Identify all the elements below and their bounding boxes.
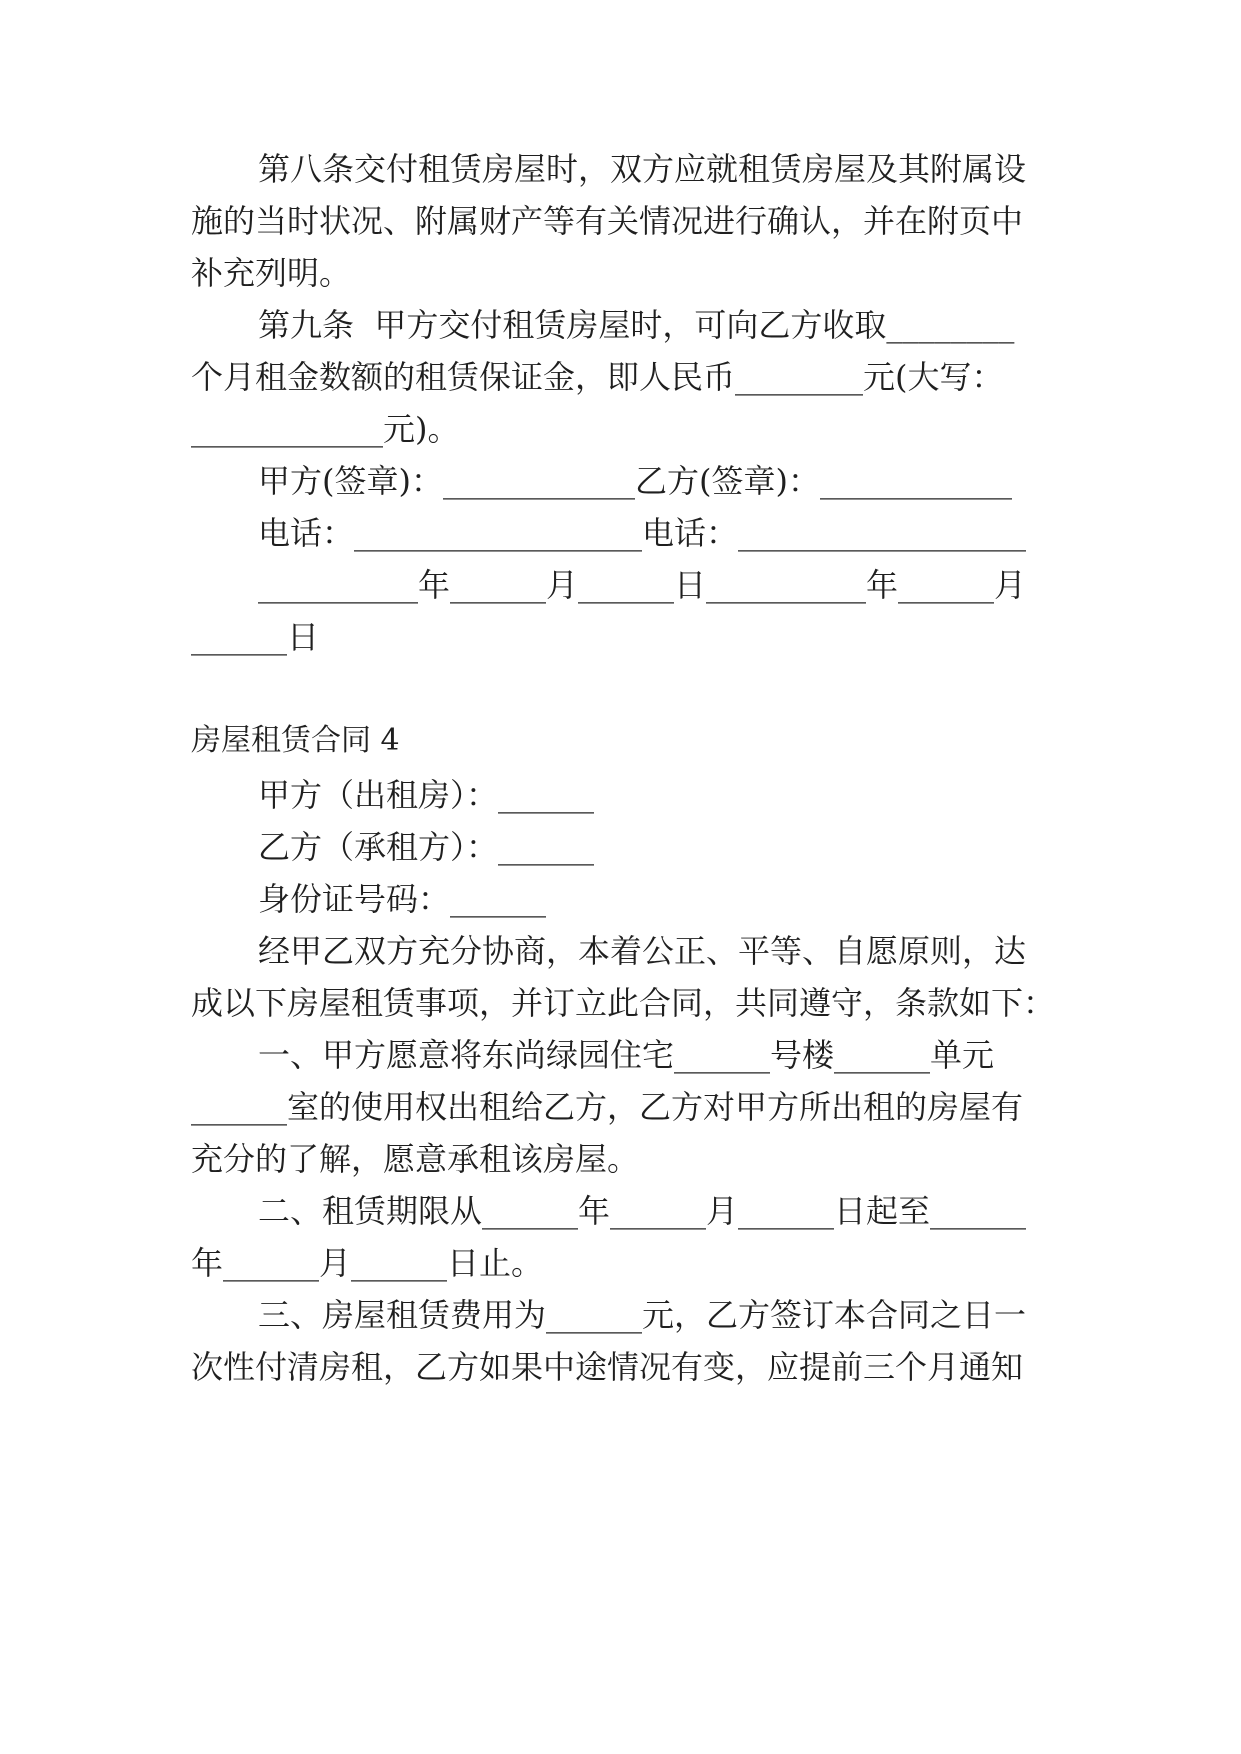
text-line: 第八条交付租赁房屋时，双方应就租赁房屋及其附属设: [258, 150, 1027, 188]
text-line: 二、租赁期限从______年______月______日起至______: [258, 1192, 1027, 1230]
text-line: 充分的了解，愿意承租该房屋。: [191, 1140, 640, 1178]
text-line: 次性付清房租，乙方如果中途情况有变，应提前三个月通知: [191, 1348, 1024, 1386]
text-line: 三、房屋租赁费用为______元，乙方签订本合同之日一: [258, 1296, 1027, 1334]
date-line: ______日: [191, 618, 320, 656]
text-line: 第九条 甲方交付租赁房屋时，可向乙方收取________: [258, 306, 1015, 344]
text-line: ______室的使用权出租给乙方，乙方对甲方所出租的房屋有: [191, 1088, 1024, 1126]
section-title: 房屋租赁合同 4: [191, 723, 400, 758]
text-line: 年______月______日止。: [191, 1244, 544, 1282]
signature-line: 甲方(签章)：____________乙方(签章)：____________: [258, 462, 1012, 500]
text-line: 个月租金数额的租赁保证金，即人民币________元(大写：: [191, 358, 1004, 396]
text-line: 施的当时状况、附属财产等有关情况进行确认，并在附页中: [191, 202, 1024, 240]
phone-line: 电话：__________________电话：__________________: [258, 514, 1027, 552]
id-number-line: 身份证号码：______: [258, 880, 547, 918]
text-line: 成以下房屋租赁事项，并订立此合同，共同遵守，条款如下：: [191, 984, 1056, 1022]
party-a-line: 甲方（出租房）：______: [258, 776, 595, 814]
text-line: 经甲乙双方充分协商，本着公正、平等、自愿原则，达: [258, 932, 1027, 970]
date-line: __________年______月______日__________年______月: [258, 566, 1027, 604]
text-line: 一、甲方愿意将东尚绿园住宅______号楼______单元: [258, 1036, 995, 1074]
text-line: ____________元)。: [191, 410, 460, 448]
text-line: 补充列明。: [191, 254, 352, 292]
party-b-line: 乙方（承租方）：______: [258, 828, 595, 866]
